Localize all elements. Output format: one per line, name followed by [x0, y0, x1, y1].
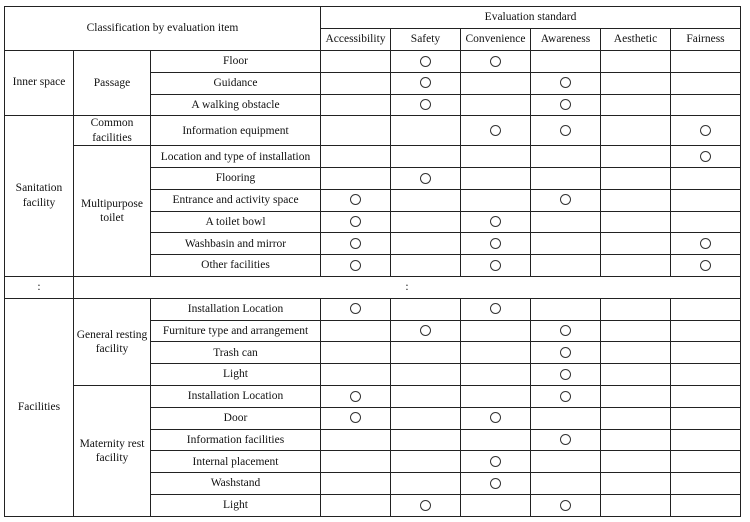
- mark-cell: [321, 255, 391, 277]
- mark-cell: [601, 94, 671, 116]
- category-cell: Facilities: [5, 298, 74, 516]
- mark-cell: [321, 495, 391, 517]
- mark-cell: [671, 451, 741, 473]
- table-row: [5, 51, 741, 73]
- item-cell: Installation Location: [151, 298, 321, 320]
- mark-cell: [391, 72, 461, 94]
- mark-cell: [391, 116, 461, 146]
- circle-mark-icon: [560, 369, 571, 380]
- mark-cell: [601, 473, 671, 495]
- circle-mark-icon: [490, 238, 501, 249]
- item-cell: Light: [151, 364, 321, 386]
- table-row: [5, 116, 741, 146]
- mark-cell: [461, 451, 531, 473]
- circle-mark-icon: [700, 238, 711, 249]
- column-header-safety: Safety: [391, 29, 461, 51]
- mark-cell: [391, 473, 461, 495]
- mark-cell: [601, 298, 671, 320]
- circle-mark-icon: [490, 216, 501, 227]
- circle-mark-icon: [420, 500, 431, 511]
- mark-cell: [531, 451, 601, 473]
- column-header-aesthetic: Aesthetic: [601, 29, 671, 51]
- circle-mark-icon: [490, 456, 501, 467]
- mark-cell: [531, 364, 601, 386]
- mark-cell: [461, 429, 531, 451]
- column-header-accessibility: Accessibility: [321, 29, 391, 51]
- mark-cell: [601, 451, 671, 473]
- table-row: [5, 386, 741, 408]
- mark-cell: [321, 473, 391, 495]
- mark-cell: [671, 429, 741, 451]
- table-row: [5, 146, 741, 168]
- mark-cell: [601, 189, 671, 211]
- mark-cell: [531, 495, 601, 517]
- mark-cell: [671, 473, 741, 495]
- subcategory-cell: Multipurpose toilet: [74, 146, 151, 277]
- table-row: [5, 298, 741, 320]
- column-header-convenience: Convenience: [461, 29, 531, 51]
- circle-mark-icon: [490, 260, 501, 271]
- circle-mark-icon: [700, 151, 711, 162]
- evaluation-table: [4, 6, 741, 517]
- mark-cell: [391, 495, 461, 517]
- mark-cell: [671, 255, 741, 277]
- mark-cell: [671, 211, 741, 233]
- mark-cell: [321, 51, 391, 73]
- mark-cell: [461, 211, 531, 233]
- category-cell: Sanitation facility: [5, 116, 74, 277]
- circle-mark-icon: [420, 56, 431, 67]
- mark-cell: [391, 146, 461, 168]
- ellipsis-left: :: [5, 277, 74, 299]
- mark-cell: [531, 94, 601, 116]
- mark-cell: [601, 72, 671, 94]
- mark-cell: [671, 146, 741, 168]
- mark-cell: [321, 211, 391, 233]
- mark-cell: [461, 495, 531, 517]
- item-cell: Other facilities: [151, 255, 321, 277]
- column-header-awareness: Awareness: [531, 29, 601, 51]
- circle-mark-icon: [560, 194, 571, 205]
- mark-cell: [601, 51, 671, 73]
- mark-cell: [461, 364, 531, 386]
- item-cell: Washstand: [151, 473, 321, 495]
- mark-cell: [601, 342, 671, 364]
- mark-cell: [321, 94, 391, 116]
- mark-cell: [391, 211, 461, 233]
- column-header-fairness: Fairness: [671, 29, 741, 51]
- mark-cell: [531, 146, 601, 168]
- circle-mark-icon: [560, 125, 571, 136]
- subcategory-cell: Common facilities: [74, 116, 151, 146]
- mark-cell: [321, 298, 391, 320]
- circle-mark-icon: [350, 391, 361, 402]
- subcategory-cell: General resting facility: [74, 298, 151, 385]
- mark-cell: [391, 364, 461, 386]
- mark-cell: [671, 116, 741, 146]
- mark-cell: [461, 146, 531, 168]
- circle-mark-icon: [350, 216, 361, 227]
- circle-mark-icon: [490, 412, 501, 423]
- item-cell: Location and type of installation: [151, 146, 321, 168]
- mark-cell: [601, 429, 671, 451]
- circle-mark-icon: [560, 325, 571, 336]
- mark-cell: [321, 189, 391, 211]
- circle-mark-icon: [490, 478, 501, 489]
- mark-cell: [391, 407, 461, 429]
- ellipsis-row: [5, 277, 741, 299]
- mark-cell: [321, 72, 391, 94]
- mark-cell: [601, 255, 671, 277]
- mark-cell: [671, 364, 741, 386]
- mark-cell: [461, 342, 531, 364]
- mark-cell: [461, 233, 531, 255]
- mark-cell: [391, 94, 461, 116]
- mark-cell: [671, 320, 741, 342]
- mark-cell: [461, 94, 531, 116]
- mark-cell: [601, 146, 671, 168]
- circle-mark-icon: [420, 325, 431, 336]
- circle-mark-icon: [420, 77, 431, 88]
- mark-cell: [321, 364, 391, 386]
- mark-cell: [391, 189, 461, 211]
- evaluation-standard-header: Evaluation standard: [321, 7, 741, 29]
- circle-mark-icon: [700, 260, 711, 271]
- category-cell: Inner space: [5, 51, 74, 116]
- circle-mark-icon: [560, 347, 571, 358]
- classification-header: Classification by evaluation item: [5, 7, 321, 51]
- mark-cell: [531, 407, 601, 429]
- mark-cell: [671, 51, 741, 73]
- mark-cell: [391, 342, 461, 364]
- circle-mark-icon: [350, 303, 361, 314]
- mark-cell: [601, 495, 671, 517]
- mark-cell: [671, 233, 741, 255]
- item-cell: Entrance and activity space: [151, 189, 321, 211]
- circle-mark-icon: [490, 125, 501, 136]
- circle-mark-icon: [560, 77, 571, 88]
- mark-cell: [671, 72, 741, 94]
- table-header: [5, 7, 741, 51]
- mark-cell: [461, 116, 531, 146]
- item-cell: Trash can: [151, 342, 321, 364]
- circle-mark-icon: [350, 412, 361, 423]
- mark-cell: [391, 255, 461, 277]
- mark-cell: [601, 233, 671, 255]
- mark-cell: [601, 116, 671, 146]
- mark-cell: [461, 168, 531, 190]
- mark-cell: [601, 211, 671, 233]
- mark-cell: [671, 342, 741, 364]
- item-cell: A walking obstacle: [151, 94, 321, 116]
- item-cell: Furniture type and arrangement: [151, 320, 321, 342]
- mark-cell: [531, 72, 601, 94]
- mark-cell: [531, 298, 601, 320]
- mark-cell: [321, 386, 391, 408]
- mark-cell: [531, 473, 601, 495]
- mark-cell: [321, 451, 391, 473]
- circle-mark-icon: [420, 173, 431, 184]
- mark-cell: [461, 51, 531, 73]
- mark-cell: [671, 298, 741, 320]
- mark-cell: [601, 320, 671, 342]
- item-cell: Information facilities: [151, 429, 321, 451]
- table-body: [5, 51, 741, 517]
- mark-cell: [321, 407, 391, 429]
- item-cell: Washbasin and mirror: [151, 233, 321, 255]
- mark-cell: [671, 407, 741, 429]
- mark-cell: [461, 255, 531, 277]
- circle-mark-icon: [350, 194, 361, 205]
- mark-cell: [531, 429, 601, 451]
- mark-cell: [321, 168, 391, 190]
- subcategory-cell: Maternity rest facility: [74, 386, 151, 517]
- mark-cell: [531, 342, 601, 364]
- mark-cell: [531, 255, 601, 277]
- mark-cell: [671, 495, 741, 517]
- mark-cell: [531, 116, 601, 146]
- mark-cell: [531, 386, 601, 408]
- item-cell: Information equipment: [151, 116, 321, 146]
- item-cell: Internal placement: [151, 451, 321, 473]
- item-cell: Door: [151, 407, 321, 429]
- item-cell: Floor: [151, 51, 321, 73]
- item-cell: A toilet bowl: [151, 211, 321, 233]
- circle-mark-icon: [560, 500, 571, 511]
- mark-cell: [391, 51, 461, 73]
- mark-cell: [531, 51, 601, 73]
- mark-cell: [321, 429, 391, 451]
- mark-cell: [531, 189, 601, 211]
- circle-mark-icon: [420, 99, 431, 110]
- mark-cell: [391, 451, 461, 473]
- mark-cell: [531, 168, 601, 190]
- circle-mark-icon: [560, 434, 571, 445]
- subcategory-cell: Passage: [74, 51, 151, 116]
- mark-cell: [531, 320, 601, 342]
- mark-cell: [461, 473, 531, 495]
- circle-mark-icon: [490, 303, 501, 314]
- mark-cell: [321, 342, 391, 364]
- mark-cell: [671, 168, 741, 190]
- mark-cell: [601, 386, 671, 408]
- mark-cell: [391, 168, 461, 190]
- mark-cell: [391, 233, 461, 255]
- mark-cell: [601, 407, 671, 429]
- circle-mark-icon: [350, 260, 361, 271]
- mark-cell: [321, 233, 391, 255]
- mark-cell: [461, 320, 531, 342]
- mark-cell: [461, 386, 531, 408]
- mark-cell: [461, 72, 531, 94]
- mark-cell: [391, 429, 461, 451]
- mark-cell: [671, 386, 741, 408]
- circle-mark-icon: [560, 99, 571, 110]
- circle-mark-icon: [490, 56, 501, 67]
- mark-cell: [601, 364, 671, 386]
- mark-cell: [601, 168, 671, 190]
- mark-cell: [321, 320, 391, 342]
- mark-cell: [391, 320, 461, 342]
- mark-cell: [461, 298, 531, 320]
- mark-cell: [391, 386, 461, 408]
- circle-mark-icon: [700, 125, 711, 136]
- circle-mark-icon: [350, 238, 361, 249]
- mark-cell: [531, 233, 601, 255]
- item-cell: Light: [151, 495, 321, 517]
- mark-cell: [461, 407, 531, 429]
- mark-cell: [321, 116, 391, 146]
- item-cell: Guidance: [151, 72, 321, 94]
- mark-cell: [531, 211, 601, 233]
- item-cell: Flooring: [151, 168, 321, 190]
- mark-cell: [461, 189, 531, 211]
- mark-cell: [671, 189, 741, 211]
- ellipsis-right: :: [74, 277, 741, 299]
- mark-cell: [671, 94, 741, 116]
- mark-cell: [321, 146, 391, 168]
- mark-cell: [391, 298, 461, 320]
- item-cell: Installation Location: [151, 386, 321, 408]
- circle-mark-icon: [560, 391, 571, 402]
